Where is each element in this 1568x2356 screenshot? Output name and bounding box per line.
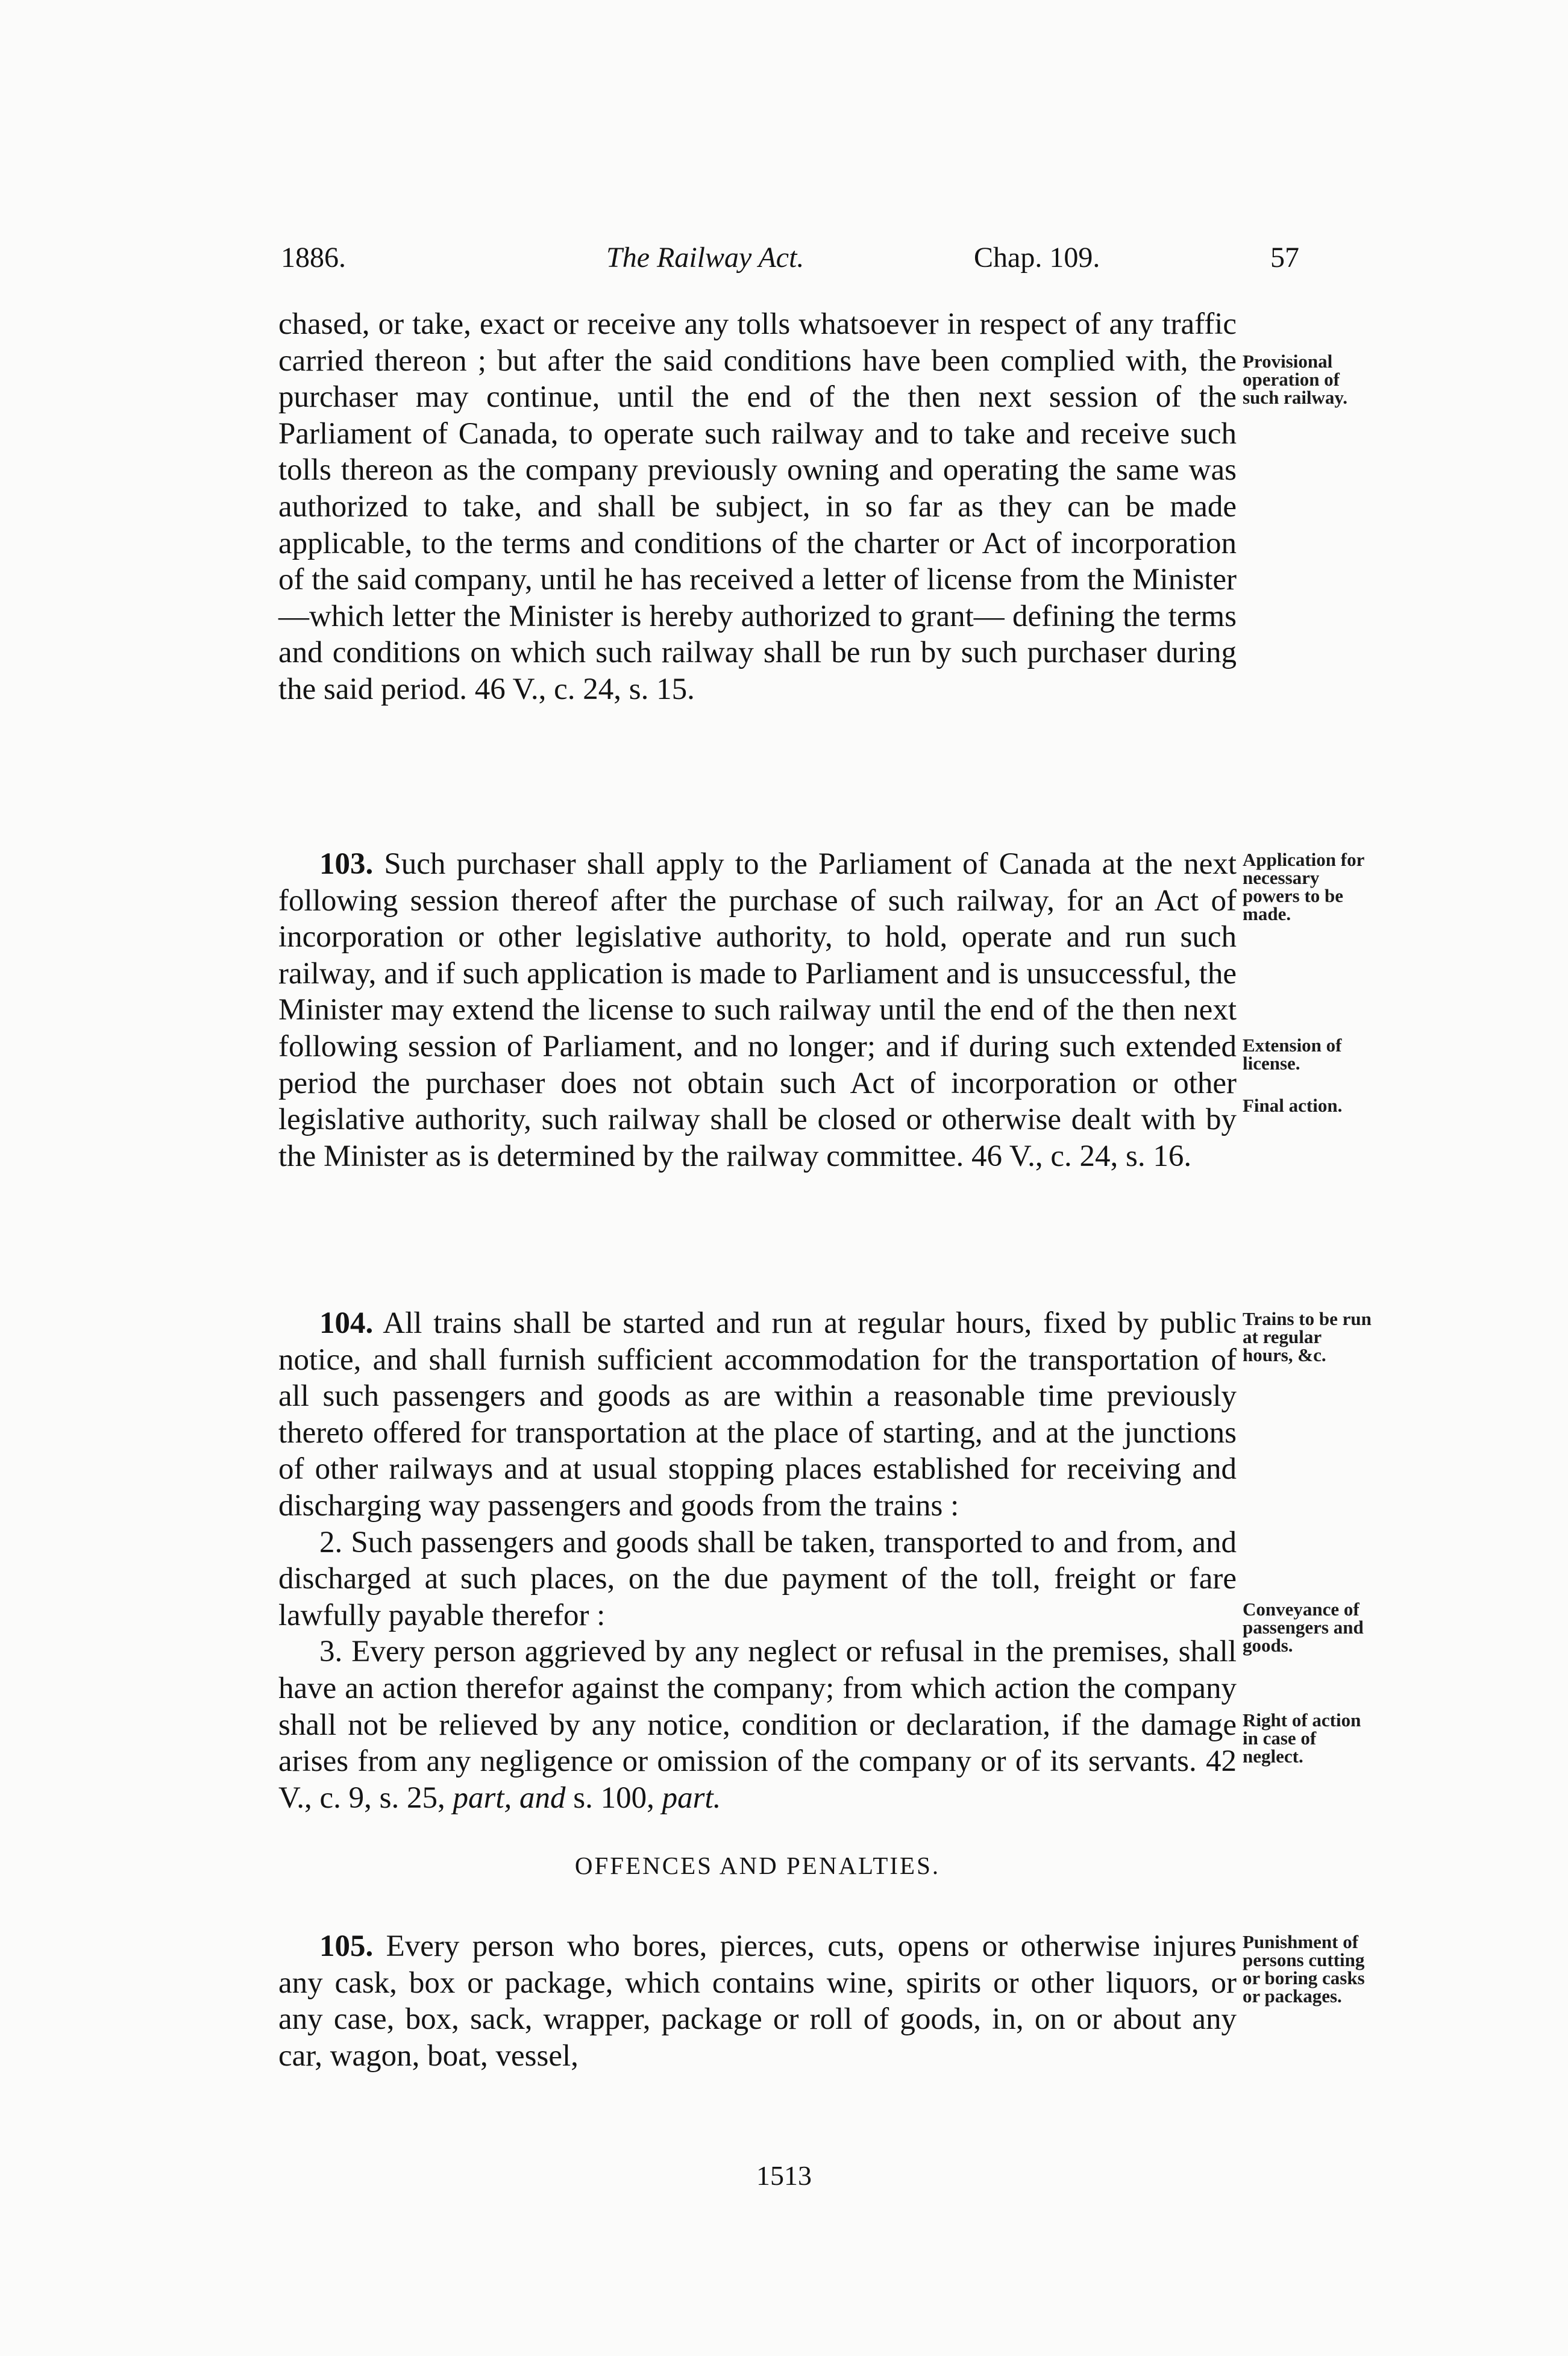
section-103-paragraph	[278, 846, 1237, 1174]
continuation-paragraph: chased, or take, exact or receive any tolls whatsoever in respect of any traffic carried thereon ; but after the said conditions have been complied with, the purchaser may continue, until the end of the then next session of the Parliament of Canada, to operate such railway and to take and receive such tolls thereon as the company previously owning and operating the same was authorized to take, and shall be subject, in so far as they can be made applicable, to the terms and conditions of the charter or Act of incorporation of the said company, until he has received a letter of license from the Minister —which letter the Minister is hereby authorized to grant— defining the terms and conditions on which such railway shall be run by such purchaser during the said period. 46 V., c. 24, s. 15.	[278, 307, 1237, 706]
section-102-continuation	[278, 306, 1237, 708]
section-105-text: Every person who bores, pierces, cuts, opens or otherwise injures any cask, box or package, which contains wine, spirits or other liquors, or any case, box, sack, wrapper, package or roll of goods, in, on or about any car, wagon, boat, vessel,	[278, 1929, 1237, 2073]
subsection-3-text: 3. Every person aggrieved by any neglect or refusal in the premises, shall have an action therefor against the company; from which action the company shall not be relieved by any notice, condition or declaration, if the damage arises from any negligence or omission of the company or of its servants. 42 V., c. 9, s. 25,	[278, 1635, 1237, 1815]
margin-note-right: Right of action in case of neglect.	[1243, 1709, 1361, 1767]
section-104-text: All trains shall be started and run at regular hours, fixed by public notice, and shall furnish sufficient accommodation for the transportation of all such passengers and goods as are within a reasonable time previously thereto offered for transportation at the place of starting, and at the junctions of other railways and at usual stopping places established for receiving and discharging way passengers and goods from the trains :	[278, 1306, 1237, 1523]
section-103-number: 103.	[319, 847, 374, 881]
section-heading: OFFENCES AND PENALTIES.	[574, 1852, 941, 1879]
offences-heading-block	[278, 1847, 1237, 1884]
section-105	[278, 1928, 1237, 2074]
margin-note-final: Final action.	[1243, 1095, 1343, 1116]
header-page-number: 57	[1270, 242, 1299, 274]
running-header	[281, 241, 1299, 283]
section-103	[278, 846, 1237, 1174]
subsection-3-part-and: part, and	[453, 1781, 566, 1815]
margin-note-punishment: Punishment of persons cutting or boring casks or packages.	[1243, 1931, 1365, 2007]
section-105-paragraph	[278, 1928, 1237, 2074]
margin-note-provisional: Provisional operation of such railway.	[1243, 351, 1347, 408]
margin-note-conveyance: Conveyance of passengers and goods.	[1243, 1599, 1364, 1656]
margin-note-trains: Trains to be run at regular hours, &c.	[1243, 1308, 1372, 1365]
section-104	[278, 1305, 1237, 1816]
section-104-paragraph	[278, 1305, 1237, 1524]
margin-note-extension: Extension of license.	[1243, 1035, 1342, 1074]
section-104-subsection-3	[278, 1634, 1237, 1816]
section-104-number: 104.	[319, 1306, 374, 1340]
section-103-text: Such purchaser shall apply to the Parliament of Canada at the next following session thereof after the purchase of such railway, for an Act of incorporation or other legislative authority, to hold, operate and run such railway, and if such application is made to Parliament and is unsuccessful, the Minister may extend the license to such railway until the end of the then next following session of Parliament, and no longer; and if during such extended period the purchaser does not obtain such Act of incorporation or other legislative authority, such railway shall be closed or otherwise dealt with by the Minister as is determined by the railway committee. 46 V., c. 24, s. 16.	[278, 847, 1237, 1173]
section-104-subsection-2: 2. Such passengers and goods shall be taken, transported to and from, and discharged at such places, on the due payment of the toll, freight or fare lawfully payable therefor :	[278, 1525, 1237, 1632]
header-chapter: Chap. 109.	[974, 242, 1100, 274]
header-year: 1886.	[281, 242, 346, 274]
margin-note-application: Application for necessary powers to be made.	[1243, 849, 1364, 924]
folio-number: 1513	[756, 2160, 812, 2191]
subsection-3-citation: s. 100,	[573, 1781, 654, 1815]
header-title: The Railway Act.	[606, 242, 804, 274]
subsection-3-part: part.	[662, 1781, 721, 1815]
section-105-number: 105.	[319, 1929, 374, 1963]
